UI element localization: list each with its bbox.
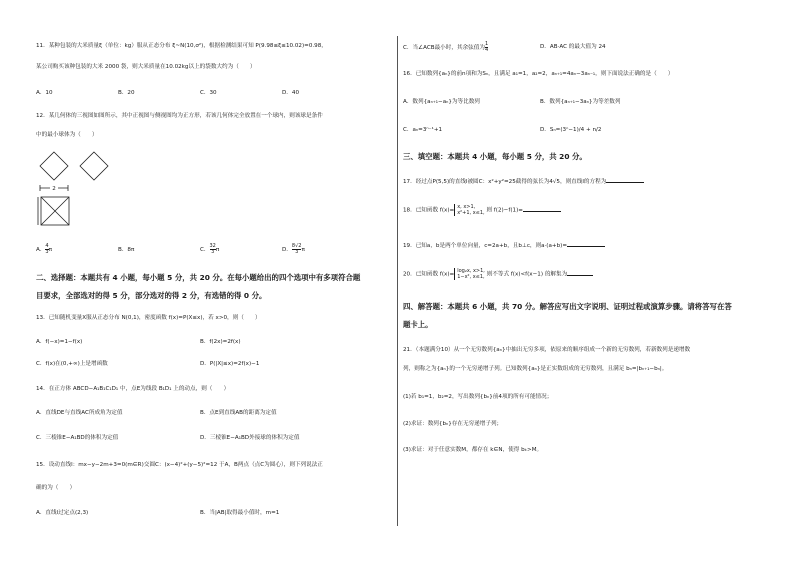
piecewise-case-1: log₂x, x>1, xyxy=(457,268,485,274)
section-2-heading-line2: 目要求，全部选对的得 5 分，部分选对的得 2 分，有选错的得 0 分。 xyxy=(36,291,267,300)
q18-question: 则 f(2)−f(1)= xyxy=(486,207,523,214)
q12-option-b: B．8π xyxy=(118,247,135,253)
q16-option-a: A．数列{aₙ₊₁−aₙ}为等比数列 xyxy=(403,99,480,105)
q18-piecewise xyxy=(454,204,484,216)
question-18 xyxy=(403,204,561,216)
pi-symbol: π xyxy=(215,247,220,253)
side-view-diamond xyxy=(80,152,108,180)
q16-option-b: B．数列{aₙ₊₁−3aₙ}为等差数列 xyxy=(540,99,621,105)
q12-option-a xyxy=(36,244,52,255)
three-view-figure xyxy=(36,150,126,240)
dimension-label: 2 xyxy=(52,186,56,193)
section-4-heading-line1: 四、解答题：本题共 6 小题，共 70 分。解答应写出文字说明、证明过程或演算步骤。请将答写在答 xyxy=(403,302,732,311)
q12-stem-line2: 中的最小球体为（ ） xyxy=(36,132,98,138)
column-divider xyxy=(397,36,398,526)
q13-stem: 13．已知随机变量X服从正态分布 N(0,1)，密度函数 f(x)=P(X≤x)，若 x>0，则（ ） xyxy=(36,315,261,321)
section-4-heading-line2: 题卡上。 xyxy=(403,320,433,329)
fraction-denominator: 3 xyxy=(45,249,49,255)
q19-stem: 19．已知a，b是两个单位向量，c=2a+b，且b⊥c，则a·(a+b)= xyxy=(403,243,568,249)
q20-piecewise xyxy=(454,268,485,280)
q14-option-d: D．三棱锥E−A₁BD外接球的体积为定值 xyxy=(200,435,300,441)
answer-blank xyxy=(567,241,605,247)
q16-option-d: D．Sₙ=(3ⁿ−1)/4 + n/2 xyxy=(540,127,602,133)
fraction-denominator: 4 xyxy=(484,47,489,53)
q14-stem: 14．在正方体 ABCD−A₁B₁C₁D₁ 中，点E为线段 B₁D₁ 上的动点，则（ ） xyxy=(36,386,230,392)
section-3-heading: 三、填空题：本题共 4 小题，每小题 5 分，共 20 分。 xyxy=(403,152,587,161)
q21-part-1: (1)若 b₁=1，b₂=2，写出数列{bₙ}前4项的所有可能情况； xyxy=(403,394,553,400)
piecewise-case-1: x, x>1, xyxy=(457,204,476,210)
q14-option-a: A．直线DE与直线AC所成角为定值 xyxy=(36,410,123,416)
q18-stem: 18．已知函数 f(x)= xyxy=(403,207,455,214)
q17-stem: 17．经过点P(5,5)的直线l被圆C：x²+y²=25截得的弦长为4√5，则直线l的方程为 xyxy=(403,179,607,185)
q14-option-c: C．三棱锥E−A₁BD的体积为定值 xyxy=(36,435,119,441)
q15-option-c xyxy=(403,42,488,53)
q15-option-c-text: C．当∠ACB最小时，其余弦值为 xyxy=(403,45,485,51)
fraction-denominator: 3 xyxy=(211,249,215,255)
q12-option-d-prefix: D． xyxy=(282,247,292,253)
q11-option-b: B．20 xyxy=(118,90,135,96)
q15-option-c-fraction xyxy=(485,42,488,53)
q11-stem-line2: 某公司购买该种包装的大米 2000 袋，则大米质量在10.02kg以上的袋数大约为（ ） xyxy=(36,64,256,70)
q15-option-d: D．AB·AC 的最大值为 24 xyxy=(540,44,606,50)
answer-blank xyxy=(567,270,593,276)
q13-option-d: D．P(|X|≤x)=2f(x)−1 xyxy=(200,361,260,367)
q12-stem-line1: 12．某几何体的三视图如图所示，其中正视图与侧视图均为正方形，若该几何体完全放置在一个球内，则该球是条件 xyxy=(36,113,323,119)
fraction-denominator: 3 xyxy=(295,249,299,255)
piecewise-case-2: x²+1, x≤1, xyxy=(457,210,485,216)
q11-stem-line1: 11．某种包装的大米质量ξ（单位：kg）服从正态分布 ξ~N(10,σ²)，根据检测结果可知 P(9.98≤ξ≤10.02)=0.98， xyxy=(36,43,327,49)
q14-option-b: B．点E到直线AB的距离为定值 xyxy=(200,410,277,416)
q15-stem-line1: 15．设动直线l：mx−y−2m+3=0(m∈R)交圆C：(x−4)²+(y−5)²=12 于A，B两点（点C为圆心），则下列说法正 xyxy=(36,462,323,468)
q11-option-a: A．10 xyxy=(36,90,53,96)
q15-stem-line2: 确的为（ ） xyxy=(36,485,76,491)
q21-part-3: (3)求证：对于任意实数M，都存在 k∈N，使得 bₖ>M。 xyxy=(403,447,543,453)
q11-option-d: D．40 xyxy=(282,90,300,96)
q21-stem-line1: 21．（本题满分10）从一个无穷数列{aₙ}中抽出无穷多项，依原来的顺序组成一个新的无穷数列，若新数列是递增数 xyxy=(403,347,691,353)
answer-blank xyxy=(606,177,644,183)
q16-option-c: C．aₙ=3ⁿ⁻¹+1 xyxy=(403,127,443,133)
q12-option-c xyxy=(200,244,219,255)
q13-option-c: C．f(x)在(0,+∞)上是增函数 xyxy=(36,361,108,367)
answer-blank xyxy=(523,206,561,212)
q12-option-a-prefix: A． xyxy=(36,247,46,253)
q15-option-a: A．直线l过定点(2,3) xyxy=(36,510,89,516)
pi-symbol: π xyxy=(301,247,305,253)
q13-option-a: A．f(−x)=1−f(x) xyxy=(36,339,83,345)
q13-option-b: B．f(2x)=2f(x) xyxy=(200,339,241,345)
q21-stem-line2: 列，则称之为{aₙ}的一个无穷递增子列。已知数列{aₙ}是正实数组成的无穷数列，且满足 bₙ=|bₙ₊₁−bₙ|。 xyxy=(403,366,668,372)
fraction-numerator: 8√2 xyxy=(291,243,302,249)
front-view-diamond xyxy=(40,152,68,180)
q12-option-c-prefix: C． xyxy=(200,247,210,253)
q15-option-b: B．当|AB|取得最小值时，m=1 xyxy=(200,510,280,516)
q20-question: 则不等式 f(x)<f(x−1) 的解集为 xyxy=(486,271,568,278)
q21-part-2: (2)求证：数列{bₙ}存在无穷递增子列； xyxy=(403,421,503,427)
q20-stem: 20．已知函数 f(x)= xyxy=(403,271,455,278)
question-20 xyxy=(403,268,593,280)
fraction-numerator: 1 xyxy=(484,41,489,47)
piecewise-case-2: 1−x², x≤1, xyxy=(457,274,485,280)
pi-symbol: π xyxy=(48,247,52,253)
section-2-heading-line1: 二、选择题：本题共有 4 小题，每小题 5 分，共 20 分。在每小题给出的四个选项中有多项符合题 xyxy=(36,273,361,282)
q11-option-c: C．30 xyxy=(200,90,217,96)
fraction-numerator: 4 xyxy=(45,243,49,249)
q16-stem: 16．已知数列{aₙ}的前n项和为Sₙ，且满足 a₁=1，a₂=2，aₙ₊₁=4aₙ−3aₙ₋₁，则下面说法正确的是（ ） xyxy=(403,71,674,77)
question-19 xyxy=(403,241,605,250)
q12-option-d xyxy=(282,244,305,255)
fraction-numerator: 32 xyxy=(209,243,216,249)
question-17 xyxy=(403,177,644,186)
